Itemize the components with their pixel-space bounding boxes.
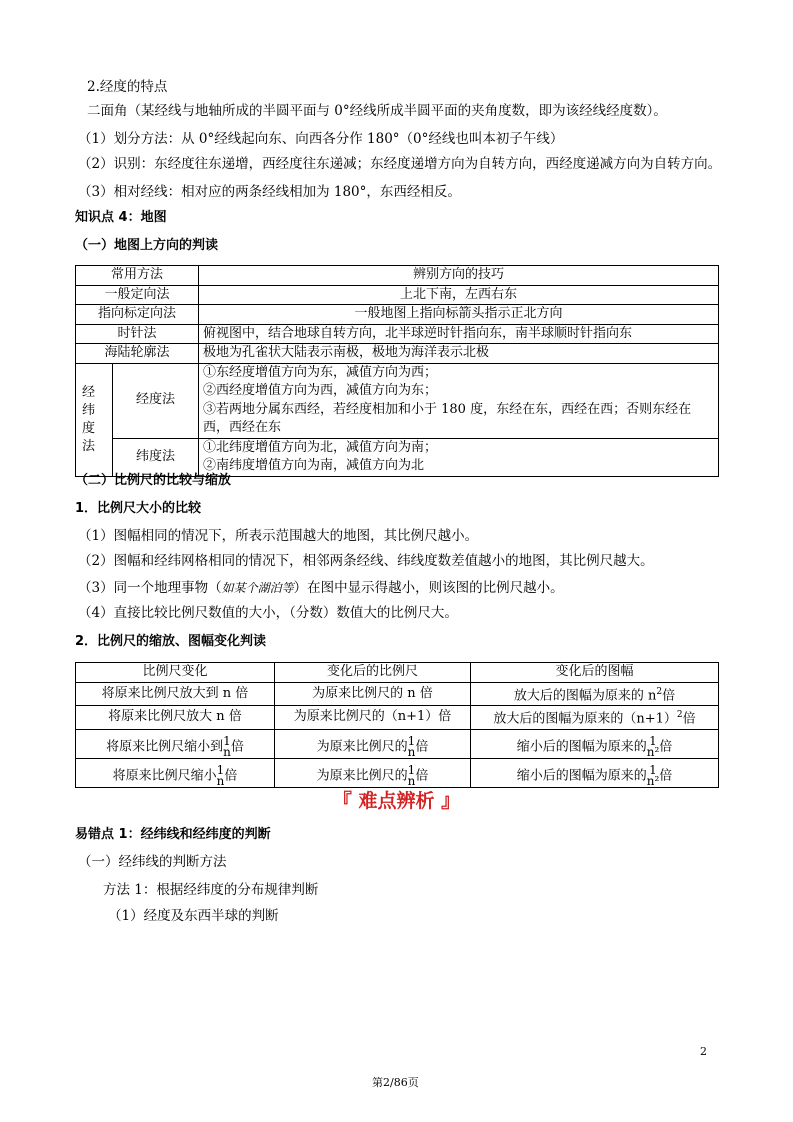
table-header: 辨别方向的技巧 — [199, 266, 719, 286]
paragraph: （一）经纬线的判断方法 — [78, 854, 227, 870]
table-row: 时针法 俯视图中，结合地球自转方向，北半球逆时针指向东，南半球顺时针指向东 — [76, 324, 719, 344]
paragraph: （2）识别：东经度往东递增，西经度往东递减；东经度递增方向为自转方向，西经度递减方向为自转方向。 — [78, 156, 722, 172]
table-row: 一般定向法 上北下南，左西右东 — [76, 285, 719, 305]
paragraph: （4）直接比较比例尺数值的大小，（分数）数值大的比例尺大。 — [78, 605, 458, 621]
table-row: 经纬度法 经度法 ①东经度增值方向为东，减值方向为西； ②西经度增值方向为西，减值方向为东； ③若两地分属东西经，若经度相加和小于 180 度，东经在东，西经在西；否则东经在西，西经在东 — [76, 363, 719, 438]
knowledge-heading: 知识点 4：地图 — [75, 210, 167, 225]
table-row: 纬度法 ①北纬度增值方向为北，减值方向为南； ②南纬度增值方向为南，减值方向为北 — [76, 438, 719, 476]
table-row: 将原来比例尺放大到 n 倍 为原来比例尺的 n 倍 放大后的图幅为原来的 $n^2$倍 — [76, 682, 719, 706]
table-row: 指向标定向法 一般地图上指向标箭头指示正北方向 — [76, 305, 719, 325]
paragraph: （3）相对经线：相对应的两条经线相加为 180°，东西经相反。 — [78, 184, 461, 200]
table-row: 海陆轮廓法 极地为孔雀状大陆表示南极，极地为海洋表示北极 — [76, 344, 719, 364]
paragraph: 方法 1：根据经纬度的分布规律判断 — [103, 882, 319, 898]
table-row: 将原来比例尺缩小到 1 n 倍 为原来比例尺的 1 n 倍 缩小后的图幅为原来的 1 n² 倍 — [76, 730, 719, 759]
paragraph: （1）划分方法：从 0°经线起向东、向西各分作 180°（0°经线也叫本初子午线） — [78, 131, 564, 147]
subheading: 易错点 1：经纬线和经纬度的判断 — [75, 827, 271, 842]
subheading: 2．比例尺的缩放、图幅变化判读 — [75, 634, 267, 649]
group-label: 经纬度法 — [76, 363, 113, 476]
paragraph: （2）图幅和经纬网格相同的情况下，相邻两条经线、纬线度数差值越小的地图，其比例尺越大。 — [78, 553, 654, 569]
subheading: （二）比例尺的比较与缩放 — [75, 473, 232, 488]
paragraph: （3）同一个地理事物（如某个湖泊等）在图中显示得越小，则该图的比例尺越小。 — [78, 580, 564, 596]
subheading: 1．比例尺大小的比较 — [75, 501, 202, 516]
direction-table — [75, 265, 719, 477]
table-header: 常用方法 — [76, 266, 199, 286]
scale-table: 比例尺变化 变化后的比例尺 变化后的图幅 将原来比例尺放大到 n 倍 为原来比例尺的 n 倍 放大后的图幅为原来的 $n^2$倍 将原来比例尺放大 n 倍 为原来比例尺的（n+1）倍 放大后的图幅为原来的$(n+1)^2$倍 将原来比例尺缩小到 1 n 倍 为原来比例尺的 1 n 倍 缩小后的图幅为原来的 1 n² 倍 将原来比例尺缩小 1 n 倍 为原来比例尺的 1 n 倍 缩小后的图幅为原来的 1 n² 倍 — [75, 662, 719, 788]
paragraph: 二面角（某经线与地轴所成的半圆平面与 0°经线所成半圆平面的夹角度数，即为该经线经度数）。 — [87, 103, 667, 119]
paragraph: （1）图幅相同的情况下，所表示范围越大的地图，其比例尺越小。 — [78, 528, 479, 544]
section-title: 『 难点辨析 』 — [332, 790, 461, 812]
table-row: 将原来比例尺放大 n 倍 为原来比例尺的（n+1）倍 放大后的图幅为原来的$(n+1)^2$倍 — [76, 706, 719, 730]
section-heading: 2.经度的特点 — [87, 79, 168, 95]
paragraph: （1）经度及东西半球的判断 — [108, 908, 279, 924]
page-number: 2 — [700, 1045, 707, 1058]
table-row: 将原来比例尺缩小 1 n 倍 为原来比例尺的 1 n 倍 缩小后的图幅为原来的 1 n² 倍 — [76, 759, 719, 788]
subheading: （一）地图上方向的判读 — [75, 238, 219, 253]
page-footer: 第2/86页 — [372, 1076, 419, 1089]
